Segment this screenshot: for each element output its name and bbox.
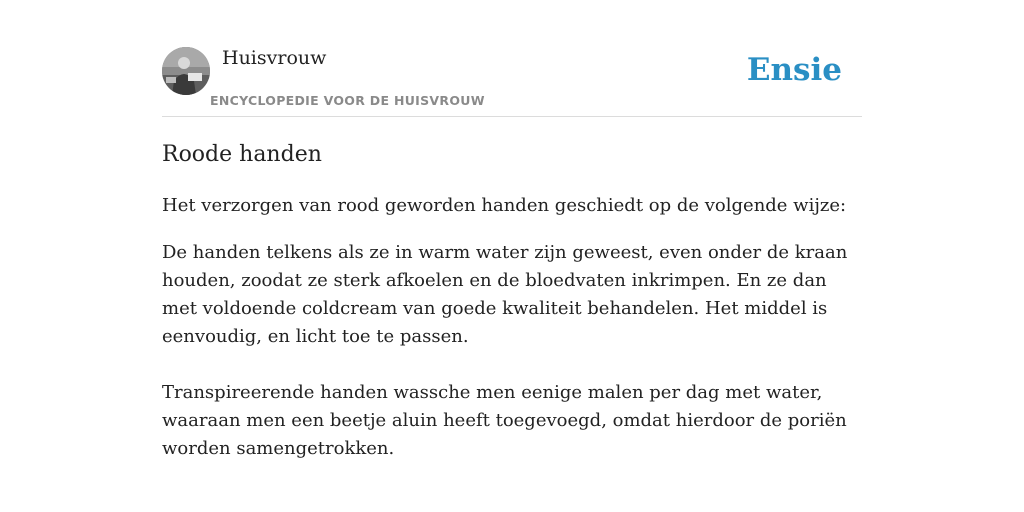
site-subtitle: ENCYCLOPEDIE VOOR DE HUISVROUW xyxy=(210,93,485,108)
ensie-logo[interactable]: Ensie xyxy=(746,52,842,88)
article-title: Roode handen xyxy=(162,142,322,167)
author-name[interactable]: Huisvrouw xyxy=(222,47,327,69)
article-paragraph: De handen telkens als ze in warm water zijn geweest, even onder de kraan houden, zoodat ze sterk afkoelen en de bloedvaten inkrimpen. En ze dan met voldoende coldcream van goede kwaliteit behandelen. Het middel is eenvoudig, en licht toe te passen. xyxy=(162,242,848,347)
article-intro: Het verzorgen van rood geworden handen geschiedt op de volgende wijze: xyxy=(162,195,847,216)
article-paragraph: Transpireerende handen wassche men eenige malen per dag met water, waaraan men een beetje aluin heeft toegevoegd, omdat hierdoor de poriën worden samengetrokken. xyxy=(162,382,847,459)
article-body xyxy=(162,192,866,463)
author-avatar[interactable] xyxy=(162,47,210,95)
article-header xyxy=(162,46,862,117)
person-photo-icon xyxy=(162,47,210,95)
